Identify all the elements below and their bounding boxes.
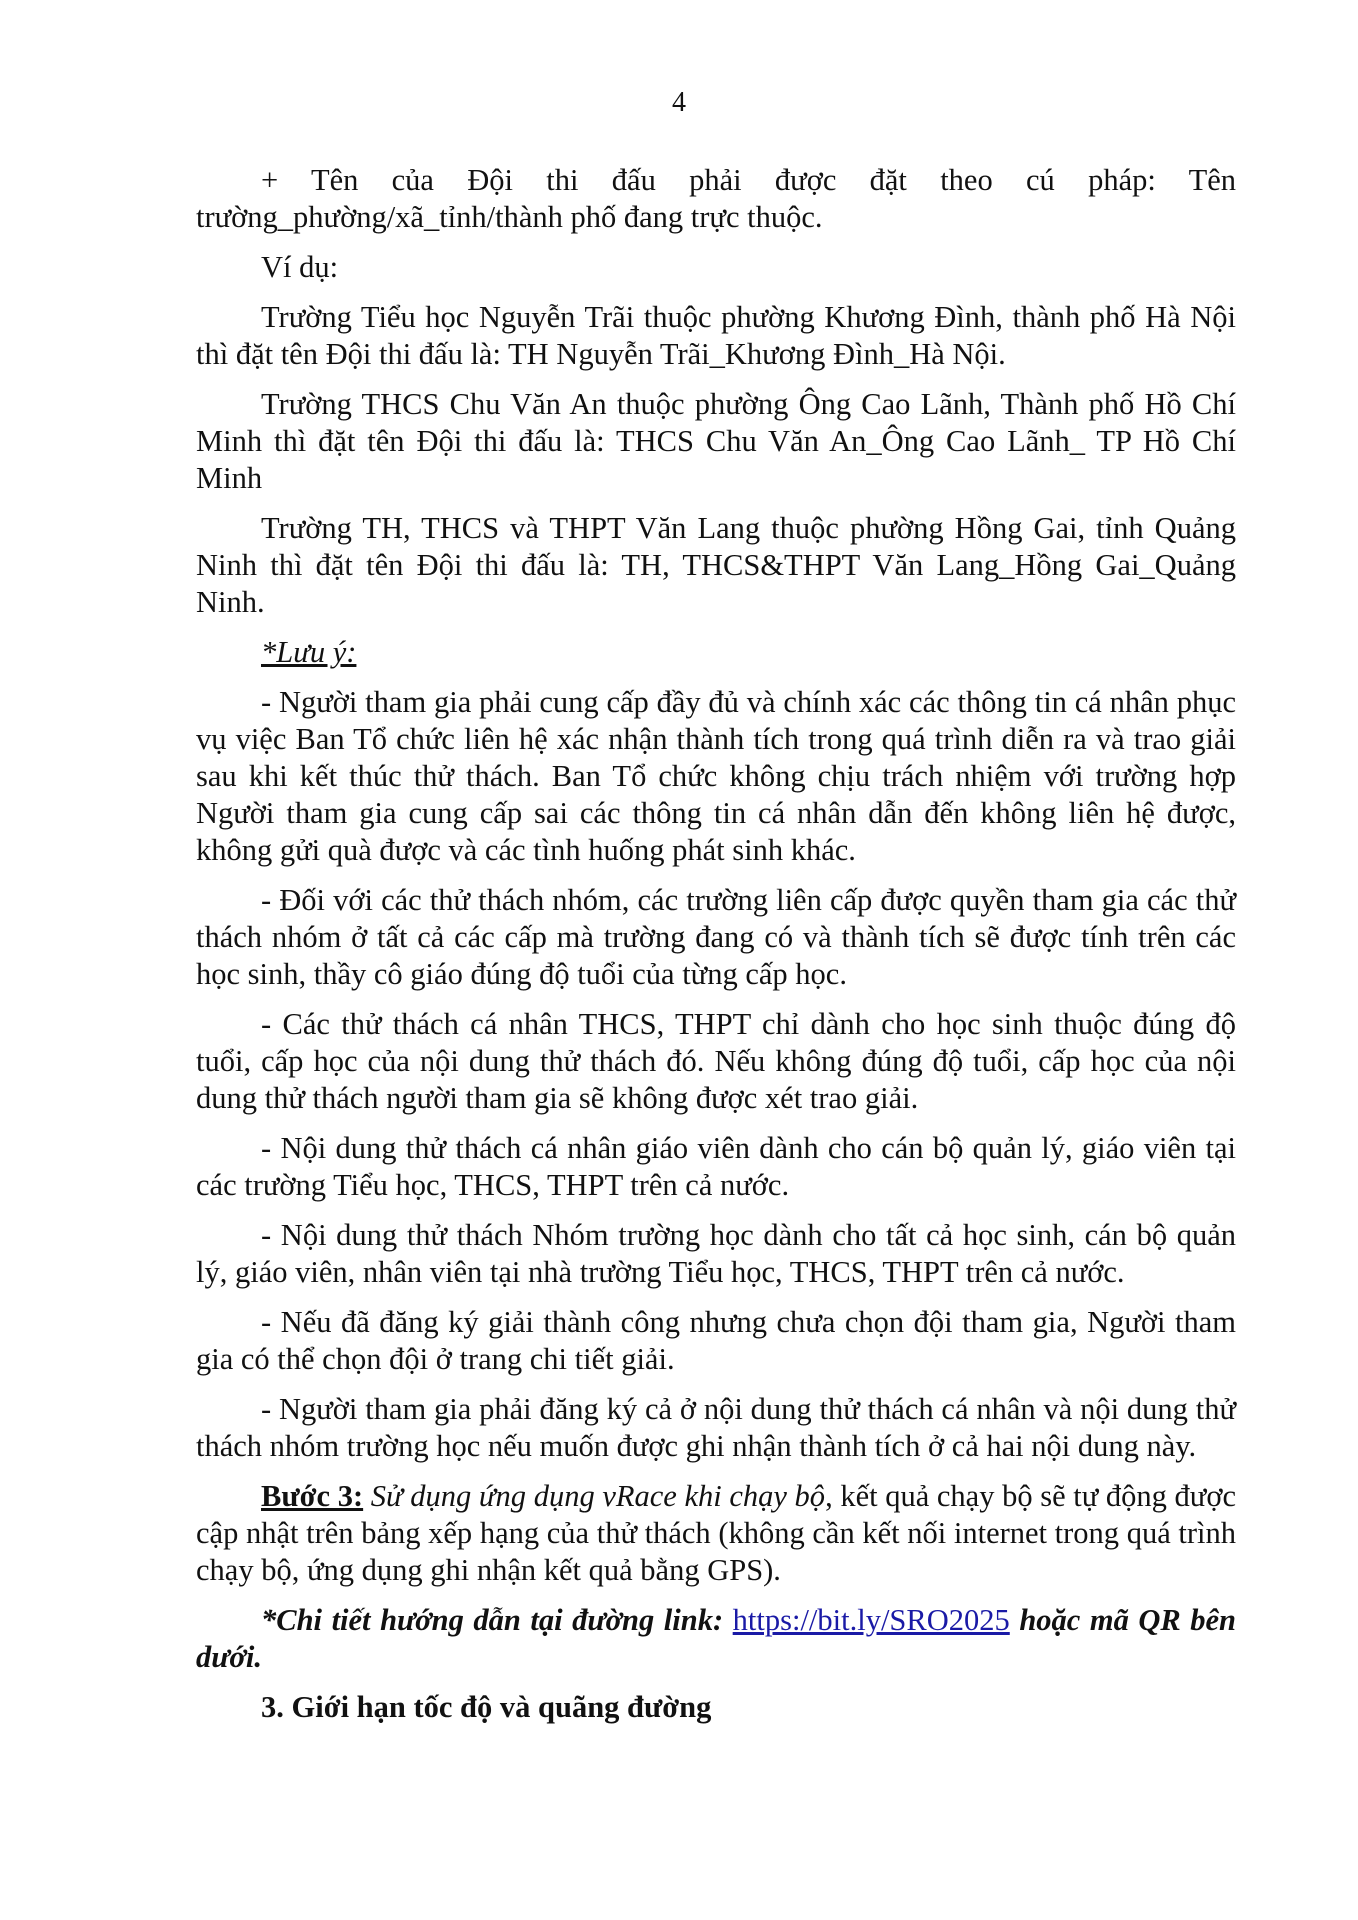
guide-after: hoặc mã QR bên dưới. xyxy=(196,1603,1237,1674)
page-number: 4 xyxy=(672,87,686,118)
note-item: - Nội dung thử thách cá nhân giáo viên dành cho cán bộ quản lý, giáo viên tại các trường Tiểu học, THCS, THPT trên cả nước. xyxy=(196,1131,1236,1202)
note-item: - Nội dung thử thách Nhóm trường học dành cho tất cả học sinh, cán bộ quản lý, giáo viên, nhân viên tại nhà trường Tiểu học, THCS, THPT trên cả nước. xyxy=(196,1218,1236,1289)
team-name-rule: + Tên của Đội thi đấu phải được đặt theo cú pháp: Tên trường_phường/xã_tỉnh/thành phố đang trực thuộc. xyxy=(196,163,1236,234)
example-label: Ví dụ: xyxy=(261,250,339,284)
step3-label: Bước 3: xyxy=(261,1479,364,1513)
page-body xyxy=(196,162,1236,1739)
step3-rest: , kết quả chạy bộ sẽ tự động được cập nhật trên bảng xếp hạng của thử thách (không cần kết nối internet trong quá trình chạy bộ, ứng dụng ghi nhận kết quả bằng GPS). xyxy=(196,1479,1236,1587)
example-item: Trường TH, THCS và THPT Văn Lang thuộc phường Hồng Gai, tỉnh Quảng Ninh thì đặt tên Đội thi đấu là: TH, THCS&THPT Văn Lang_Hồng Gai_Quảng Ninh. xyxy=(196,511,1236,619)
guide-paragraph xyxy=(196,1602,1236,1676)
note-item: - Đối với các thử thách nhóm, các trường liên cấp được quyền tham gia các thử thách nhóm ở tất cả các cấp mà trường đang có và thành tích sẽ được tính trên các học sinh, thầy cô giáo đúng độ tuổi của từng cấp học. xyxy=(196,883,1236,991)
guide-link[interactable]: https://bit.ly/SRO2025 xyxy=(732,1603,1010,1637)
note-item: - Người tham gia phải đăng ký cả ở nội dung thử thách cá nhân và nội dung thử thách nhóm trường học nếu muốn được ghi nhận thành tích ở cả hai nội dung này. xyxy=(196,1392,1236,1463)
note-item: - Người tham gia phải cung cấp đầy đủ và chính xác các thông tin cá nhân phục vụ việc Ban Tổ chức liên hệ xác nhận thành tích trong quá trình diễn ra và trao giải sau khi kết thúc thử thách. Ban Tổ chức không chịu trách nhiệm với trường hợp Người tham gia cung cấp sai các thông tin cá nhân dẫn đến không liên hệ được, không gửi quà được và các tình huống phát sinh khác. xyxy=(196,685,1236,867)
note-item: - Các thử thách cá nhân THCS, THPT chỉ dành cho học sinh thuộc đúng độ tuổi, cấp học của nội dung thử thách đó. Nếu không đúng độ tuổi, cấp học của nội dung thử thách người tham gia sẽ không được xét trao giải. xyxy=(196,1007,1236,1115)
step3-paragraph xyxy=(196,1478,1236,1589)
step3-italic: Sử dụng ứng dụng vRace khi chạy bộ xyxy=(370,1479,826,1513)
example-item: Trường Tiểu học Nguyễn Trãi thuộc phường Khương Đình, thành phố Hà Nội thì đặt tên Đội thi đấu là: TH Nguyễn Trãi_Khương Đình_Hà Nội. xyxy=(196,300,1236,371)
guide-before: *Chi tiết hướng dẫn tại đường link: xyxy=(261,1603,724,1637)
note-item: - Nếu đã đăng ký giải thành công nhưng chưa chọn đội tham gia, Người tham gia có thể chọn đội ở trang chi tiết giải. xyxy=(196,1305,1236,1376)
example-item: Trường THCS Chu Văn An thuộc phường Ông Cao Lãnh, Thành phố Hồ Chí Minh thì đặt tên Đội thi đấu là: THCS Chu Văn An_Ông Cao Lãnh_ TP Hồ Chí Minh xyxy=(196,387,1236,495)
section-heading: 3. Giới hạn tốc độ và quãng đường xyxy=(261,1690,712,1724)
notes-title: *Lưu ý: xyxy=(261,635,357,669)
notes-title-paragraph xyxy=(196,634,1236,671)
